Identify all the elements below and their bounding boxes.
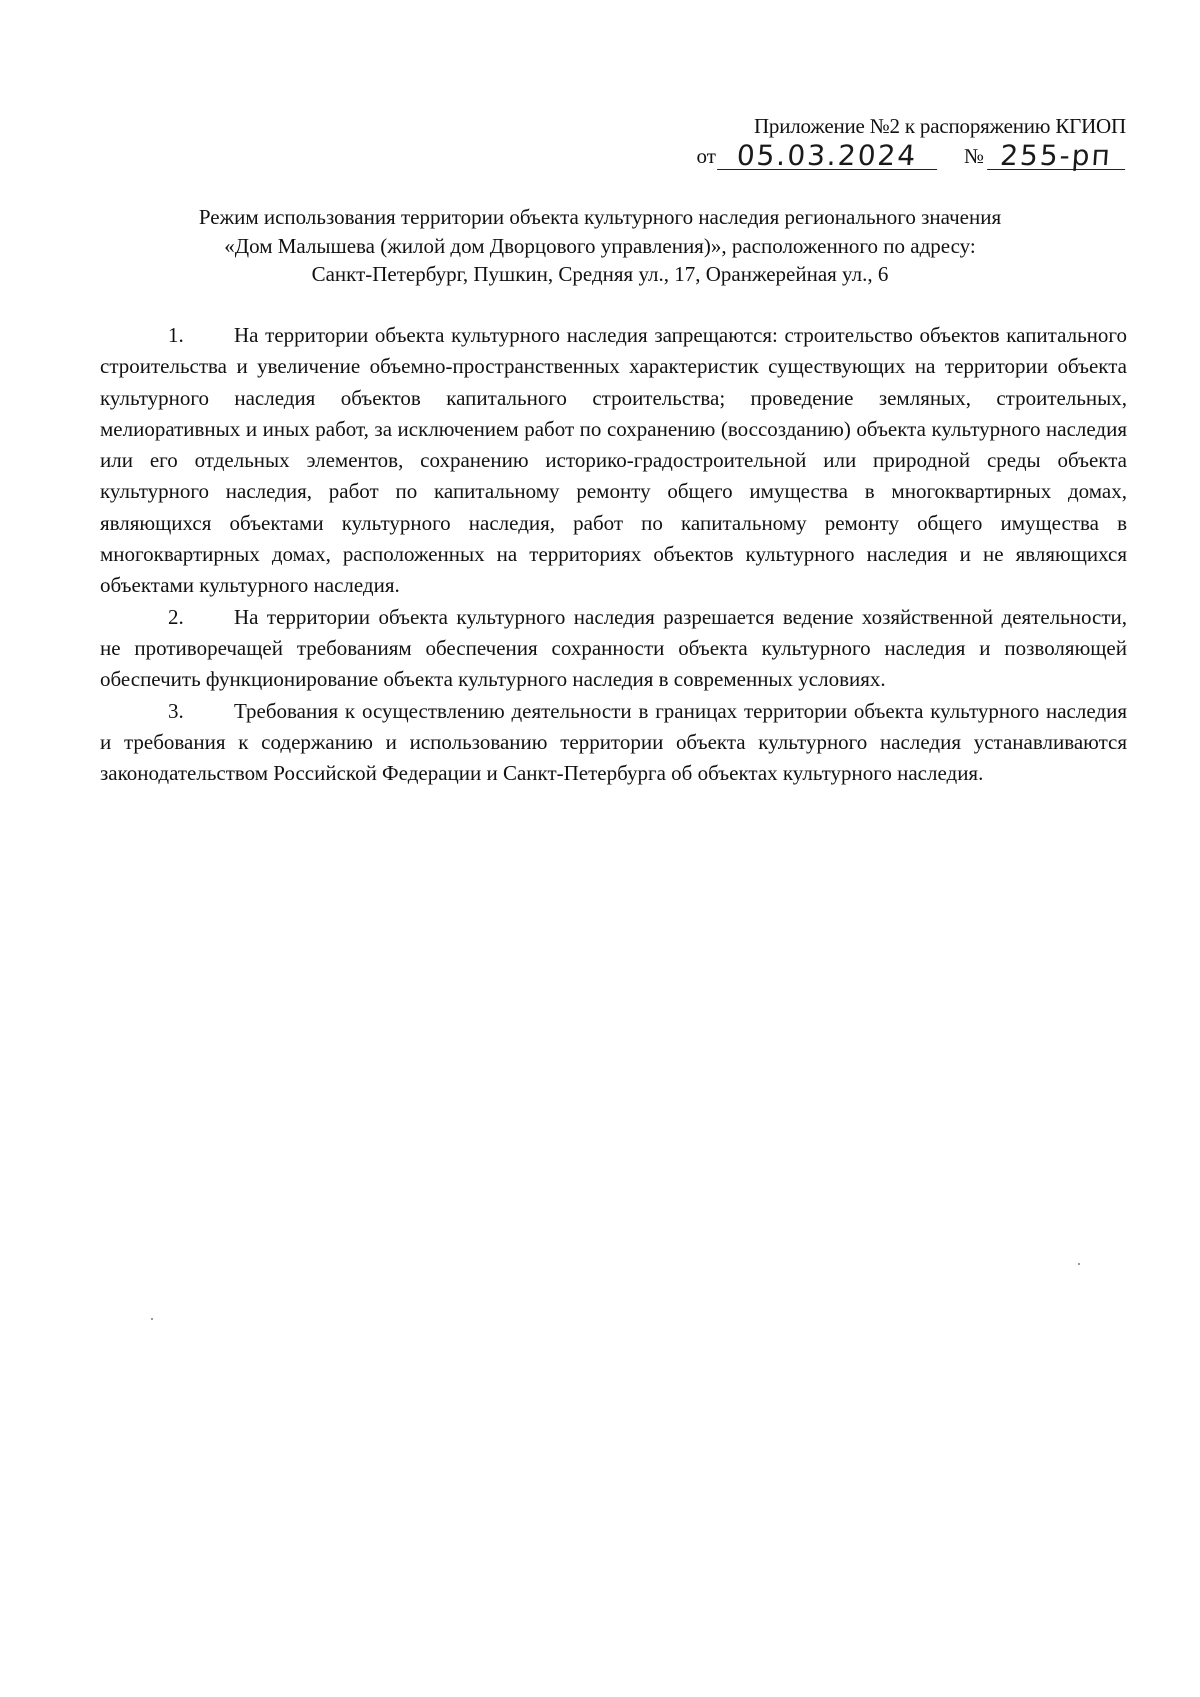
appendix-title: Приложение №2 к распоряжению КГИОП: [753, 114, 1126, 138]
paragraph-3: [100, 696, 1127, 790]
paragraph-text: На территории объекта культурного наследия запрещаются: строительство объектов капитального строительства и увеличение объемно-пространственных характеристик существующих на территории объекта культурного наследия объектов капитального строительства; проведение земляных, строительных, мелиоративных и иных работ, за исключением работ по сохранению (воссозданию) объекта культурного наследия или его отдельных элементов, сохранению историко-градостроительной или природной среды объекта культурного наследия, работ по капитальному ремонту общего имущества в многоквартирных домах, являющихся объектами культурного наследия, работ по капитальному ремонту общего имущества в многоквартирных домах, расположенных на территориях объектов культурного наследия и не являющихся объектами культурного наследия.: [100, 323, 1127, 598]
number-sign: №: [963, 144, 984, 168]
handwritten-order-number: 255-рп: [987, 143, 1127, 170]
scan-speck: [151, 1318, 153, 1320]
title-line-3: Санкт-Петербург, Пушкин, Средняя ул., 17, Оранжерейная ул., 6: [311, 262, 889, 286]
document-body: [100, 320, 1127, 789]
paragraph-text: На территории объекта культурного наследия разрешается ведение хозяйственной деятельности, не противоречащей требованиям обеспечения сохранности объекта культурного наследия и позволяющей обеспечить функционирование объекта культурного наследия в современных условиях.: [100, 604, 1127, 692]
title-line-2: «Дом Малышева (жилой дом Дворцового управления)», расположенного по адресу:: [224, 233, 976, 258]
paragraph-2: [100, 602, 1127, 696]
paragraph-number: 3.: [168, 698, 184, 723]
paragraph-number: 1.: [168, 323, 184, 347]
date-prefix: от: [696, 144, 716, 168]
paragraph-1: [100, 320, 1127, 602]
scan-speck: [1078, 1263, 1080, 1265]
appendix-date-number-line: [696, 139, 1126, 172]
handwritten-date: 05.03.2024: [717, 143, 939, 170]
title-line-1: Режим использования территории объекта культурного наследия регионального значения: [198, 205, 1002, 229]
paragraph-text: Требования к осуществлению деятельности в границах территории объекта культурного наследия и требования к содержанию и использованию территории объекта культурного наследия устанавливаются законодательством Российской Федерации и Санкт-Петербурга об объектах культурного наследия.: [100, 698, 1127, 786]
appendix-header: [697, 112, 1126, 170]
paragraph-number: 2.: [168, 604, 184, 629]
document-title: [100, 203, 1100, 289]
